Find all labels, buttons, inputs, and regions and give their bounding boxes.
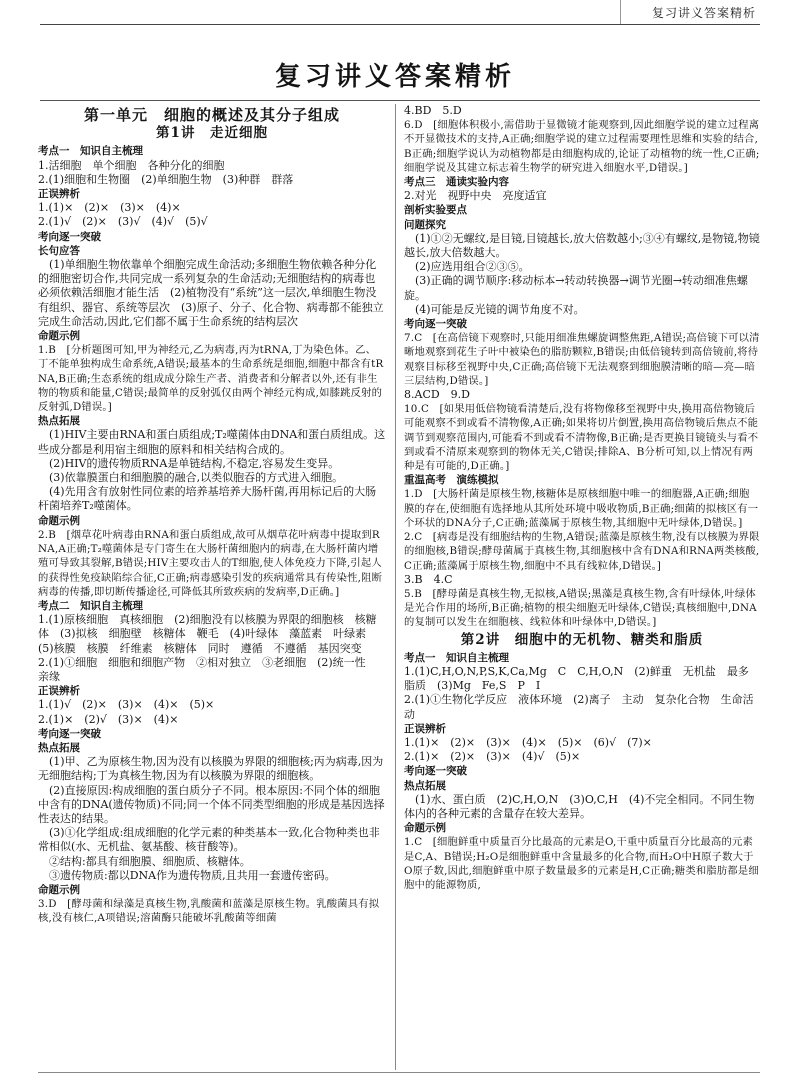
answer-paragraph: (1)①②无螺纹,是目镜,目镜越长,放大倍数越小;③④有螺纹,是物镜,物镜越长,放大倍数越大。 [404, 231, 760, 260]
section-heading: 热点拓展 [38, 741, 80, 754]
section-heading: 考点一 知识自主梳理 [404, 651, 509, 664]
answer-paragraph: 4.BD 5.D [404, 104, 462, 117]
answer-paragraph: 3.B 4.C [404, 572, 453, 586]
answer-paragraph: 1.D [大肠杆菌是原核生物,核糖体是原核细胞中唯一的细胞器,A正确;细胞膜的存在,使细胞有选择地从其所处环境中吸收物质,B正确;细菌的拟核区有一个环状的DNA分子,C正确;蓝藻属于原核生物,其细胞中无叶绿体,D错误。] [404, 488, 759, 529]
answer-paragraph: 2.(1)× (2)√ (3)× (4)× [38, 712, 179, 726]
left-content [38, 144, 386, 925]
answer-paragraph: 1.(1)× (2)× (3)× (4)× [38, 201, 181, 215]
section-heading: 正误辨析 [404, 722, 446, 735]
answer-paragraph: (1)HIV主要由RNA和蛋白质组成;T₂噬菌体由DNA和蛋白质组成。这些成分都是利用宿主细胞的原料和相关结构合成的。 [38, 428, 386, 456]
unit-title: 第一单元 细胞的概述及其分子组成 [83, 106, 340, 124]
section-heading: 问题探究 [404, 218, 446, 231]
answer-paragraph: 1.C [细胞鲜重中质量百分比最高的元素是O,干重中质量百分比最高的元素是C,A、B错误;H₂O是细胞鲜重中含量最多的化合物,而H₂O中H原子数大于O原子数,因此,细胞鲜重中原子数量最多的元素是H,C正确;糖类和脂肪都是细胞中的能源物质, [404, 836, 759, 891]
answer-paragraph: ②结构:都具有细胞膜、细胞质、核糖体。 [49, 854, 251, 868]
answer-paragraph: (2)应选用组合②③⑤。 [415, 260, 530, 274]
answer-paragraph: 8.ACD 9.D [404, 388, 470, 402]
answer-paragraph: (2)直接原因:构成细胞的蛋白质分子不同。根本原因:不同个体的细胞中含有的DNA(遗传物质)不同;同一个体不同类型细胞的形成是基因选择性表达的结果。 [38, 783, 385, 825]
answer-paragraph: (1)单细胞生物依靠单个细胞完成生命活动;多细胞生物依赖各种分化的细胞密切合作,共同完成一系列复杂的生命活动;无细胞结构的病毒也必须依赖活细胞才能生活 (2)植物没有“系统”这一层次,单细胞生物没有组织、器官、系统等层次 (3)原子、分子、化合物、病毒都不能独立完成生命活动,因此,它们都不属于生命系统的结构层次 [38, 258, 384, 328]
running-title: 复习讲义答案精析 [651, 6, 756, 20]
section-heading: 命题示例 [404, 822, 446, 835]
answer-paragraph: (1)甲、乙为原核生物,因为没有以核膜为界限的细胞核;丙为病毒,因为无细胞结构;丁为真核生物,因为有以核膜为界限的细胞核。 [38, 755, 384, 783]
section-heading: 命题示例 [38, 883, 80, 896]
lesson-title: 第2讲 细胞中的无机物、糖类和脂质 [460, 631, 704, 648]
section-heading: 长句应答 [38, 244, 80, 257]
answer-paragraph: 2.(1)①细胞 细胞和细胞产物 ②相对独立 ③老细胞 (2)统一性 亲缘 [38, 655, 377, 683]
right-content [404, 104, 760, 892]
answer-paragraph: ③遗传物质:都以DNA作为遗传物质,且共用一套遗传密码。 [49, 868, 336, 882]
answer-paragraph: 2.(1)①生物化学反应 液体环境 (2)离子 主动 复杂化合物 生命活动 [404, 693, 754, 721]
section-heading: 考点三 通读实验内容 [404, 176, 509, 189]
bottom-rule [38, 1072, 760, 1073]
header-rule [40, 24, 760, 25]
page-title: 复习讲义答案精析 [274, 62, 515, 92]
section-heading: 命题示例 [38, 330, 80, 343]
answer-paragraph: 1.(1)原核细胞 真核细胞 (2)细胞没有以核膜为界限的细胞核 核糖体 (3)拟核 细胞壁 核糖体 鞭毛 (4)叶绿体 藻蓝素 叶绿素 (5)核膜 核膜 纤维素 核糖体 同时 遵循 不遵循 基因突变 [38, 613, 378, 655]
title-rule [40, 100, 760, 101]
section-heading: 考向逐一突破 [38, 727, 101, 740]
section-heading: 热点拓展 [404, 779, 446, 792]
section-heading: 热点拓展 [38, 415, 80, 428]
answer-paragraph: 6.D [细胞体积极小,需借助于显微镜才能观察到,因此细胞学说的建立过程离不开显微技术的支持,A正确;细胞学说的建立过程需要理性思维和实验的结合,B正确;细胞学说认为动植物都是由细胞构成的,论证了动植物的统一性,C正确;细胞学说及其建立标志着生物学的研究进入细胞水平,D错误。] [404, 119, 760, 174]
section-heading: 考向逐一突破 [404, 765, 467, 778]
section-heading: 正误辨析 [38, 188, 80, 201]
answer-paragraph: (4)先用含有放射性同位素的培养基培养大肠杆菌,再用标记后的大肠杆菌培养T₂噬菌体。 [38, 485, 377, 513]
section-heading: 剖析实验要点 [404, 204, 467, 217]
answer-paragraph: 2.对光 视野中央 亮度适宜 [404, 189, 547, 203]
answer-paragraph: (3)正确的调节顺序:移动标本→转动转换器→调节光圈→转动细准焦螺旋。 [404, 274, 748, 302]
section-heading: 考向逐一突破 [38, 230, 101, 243]
answer-paragraph: 10.C [如果用低倍物镜看清楚后,没有将物像移至视野中央,换用高倍物镜后可能观察不到或看不清物像,A正确;如果将切片倒置,换用高倍物镜后焦点不能调节到观察范围内,可能看不到或看不清物像,B正确;是否更换目镜镜头与看不到或看不清原来观察到的物体无关,C错误;排除A、B分析可知,以上情况有两种是有可能的,D正确。] [404, 403, 759, 473]
answer-paragraph: 3.D [酵母菌和绿藻是真核生物,乳酸菌和蓝藻是原核生物。乳酸菌具有拟核,没有核仁,A项错误;溶菌酶只能破坏乳酸菌等细菌 [38, 898, 380, 925]
answer-paragraph: 1.(1)× (2)× (3)× (4)× (5)× (6)√ (7)× [404, 735, 652, 749]
section-heading: 考点一 知识自主梳理 [38, 145, 143, 158]
answer-paragraph: (4)可能是反光镜的调节角度不对。 [415, 302, 585, 316]
answer-paragraph: 1.(1)C,H,O,N,P,S,K,Ca,Mg C C,H,O,N (2)鲜重 无机盐 最多 脂质 (3)Mg Fe,S P I [404, 664, 760, 693]
answer-paragraph: 7.C [在高倍镜下观察时,只能用细准焦螺旋调整焦距,A错误;高倍镜下可以清晰地观察到花生子叶中被染色的脂肪颗粒,B错误;由低倍镜转到高倍镜前,将待观察目标移至视野中央,C正确;高倍镜下无法观察到细胞膜清晰的暗—亮—暗三层结构,D错误。] [404, 332, 760, 387]
section-heading: 正误辨析 [38, 685, 80, 698]
answer-paragraph: 2.(1)× (2)× (3)× (4)√ (5)× [404, 750, 581, 764]
answer-paragraph: 2.(1)细胞和生物圈 (2)单细胞生物 (3)种群 群落 [38, 172, 294, 186]
answer-paragraph: 2.C [病毒是没有细胞结构的生物,A错误;蓝藻是原核生物,没有以核膜为界限的细胞核,B错误;酵母菌属于真核生物,其细胞核中含有DNA和RNA两类核酸,C正确;蓝藻属于原核生物,细胞中不具有线粒体,D错误。] [404, 531, 760, 572]
section-heading: 考点二 知识自主梳理 [38, 599, 143, 612]
section-heading: 重温高考 演练模拟 [404, 474, 499, 487]
lesson-title: 第1讲 走近细胞 [156, 125, 268, 142]
answer-paragraph: (3)依靠膜蛋白和细胞膜的融合,以类似胞吞的方式进入细胞。 [49, 471, 344, 485]
answer-paragraph: 5.B [酵母菌是真核生物,无拟核,A错误;黑藻是真核生物,含有叶绿体,叶绿体是光合作用的场所,B正确;植物的根尖细胞无叶绿体,C错误;真核细胞中,DNA的复制可以发生在细胞核、线粒体和叶绿体中,D错误。] [404, 587, 757, 629]
answer-paragraph: (1)水、蛋白质 (2)C,H,O,N (3)O,C,H (4)不完全相同。不同生物体内的各种元素的含量存在较大差异。 [404, 792, 755, 820]
left-column [38, 104, 386, 1070]
right-column [404, 104, 760, 1070]
running-header [0, 0, 790, 24]
answer-paragraph: 1.(1)√ (2)× (3)× (4)× (5)× [38, 698, 215, 712]
column-divider [395, 104, 396, 1070]
section-heading: 考向逐一突破 [404, 318, 467, 331]
answer-paragraph: 1.B [分析题图可知,甲为神经元,乙为病毒,丙为tRNA,丁为染色体。乙、丁不能单独构成生命系统,A错误;最基本的生命系统是细胞,细胞中都含有tRNA,B正确;生态系统的组成成分除生产者、消费者和分解者以外,还有非生物的物质和能量,C错误;最简单的反射弧仅由两个神经元构成,如膝跳反射的反射弧,D错误。] [38, 344, 384, 414]
answer-paragraph: (3)①化学组成:组成细胞的化学元素的种类基本一致,化合物种类也非常相似(水、无机盐、氨基酸、核苷酸等)。 [38, 826, 380, 854]
answer-paragraph: (2)HIV的遗传物质RNA是单链结构,不稳定,容易发生变异。 [49, 456, 340, 470]
section-heading: 命题示例 [38, 514, 80, 527]
answer-paragraph: 2.(1)√ (2)× (3)√ (4)√ (5)√ [38, 215, 208, 229]
answer-paragraph: 1.活细胞 单个细胞 各种分化的细胞 [38, 158, 225, 172]
answer-paragraph: 2.B [烟草花叶病毒由RNA和蛋白质组成,故可从烟草花叶病毒中提取到RNA,A正确;T₂噬菌体是专门寄生在大肠杆菌细胞内的病毒,在大肠杆菌内增殖可导致其裂解,B错误;HIV主要攻击人的T细胞,使人体免疫力下降,引起人的获得性免疫缺陷综合征,C正确;病毒感染引发的疾病通常具有传染性,阻断病毒的传播,即切断传播途径,可降低其所致疾病的发病率,D正确。] [38, 528, 383, 598]
